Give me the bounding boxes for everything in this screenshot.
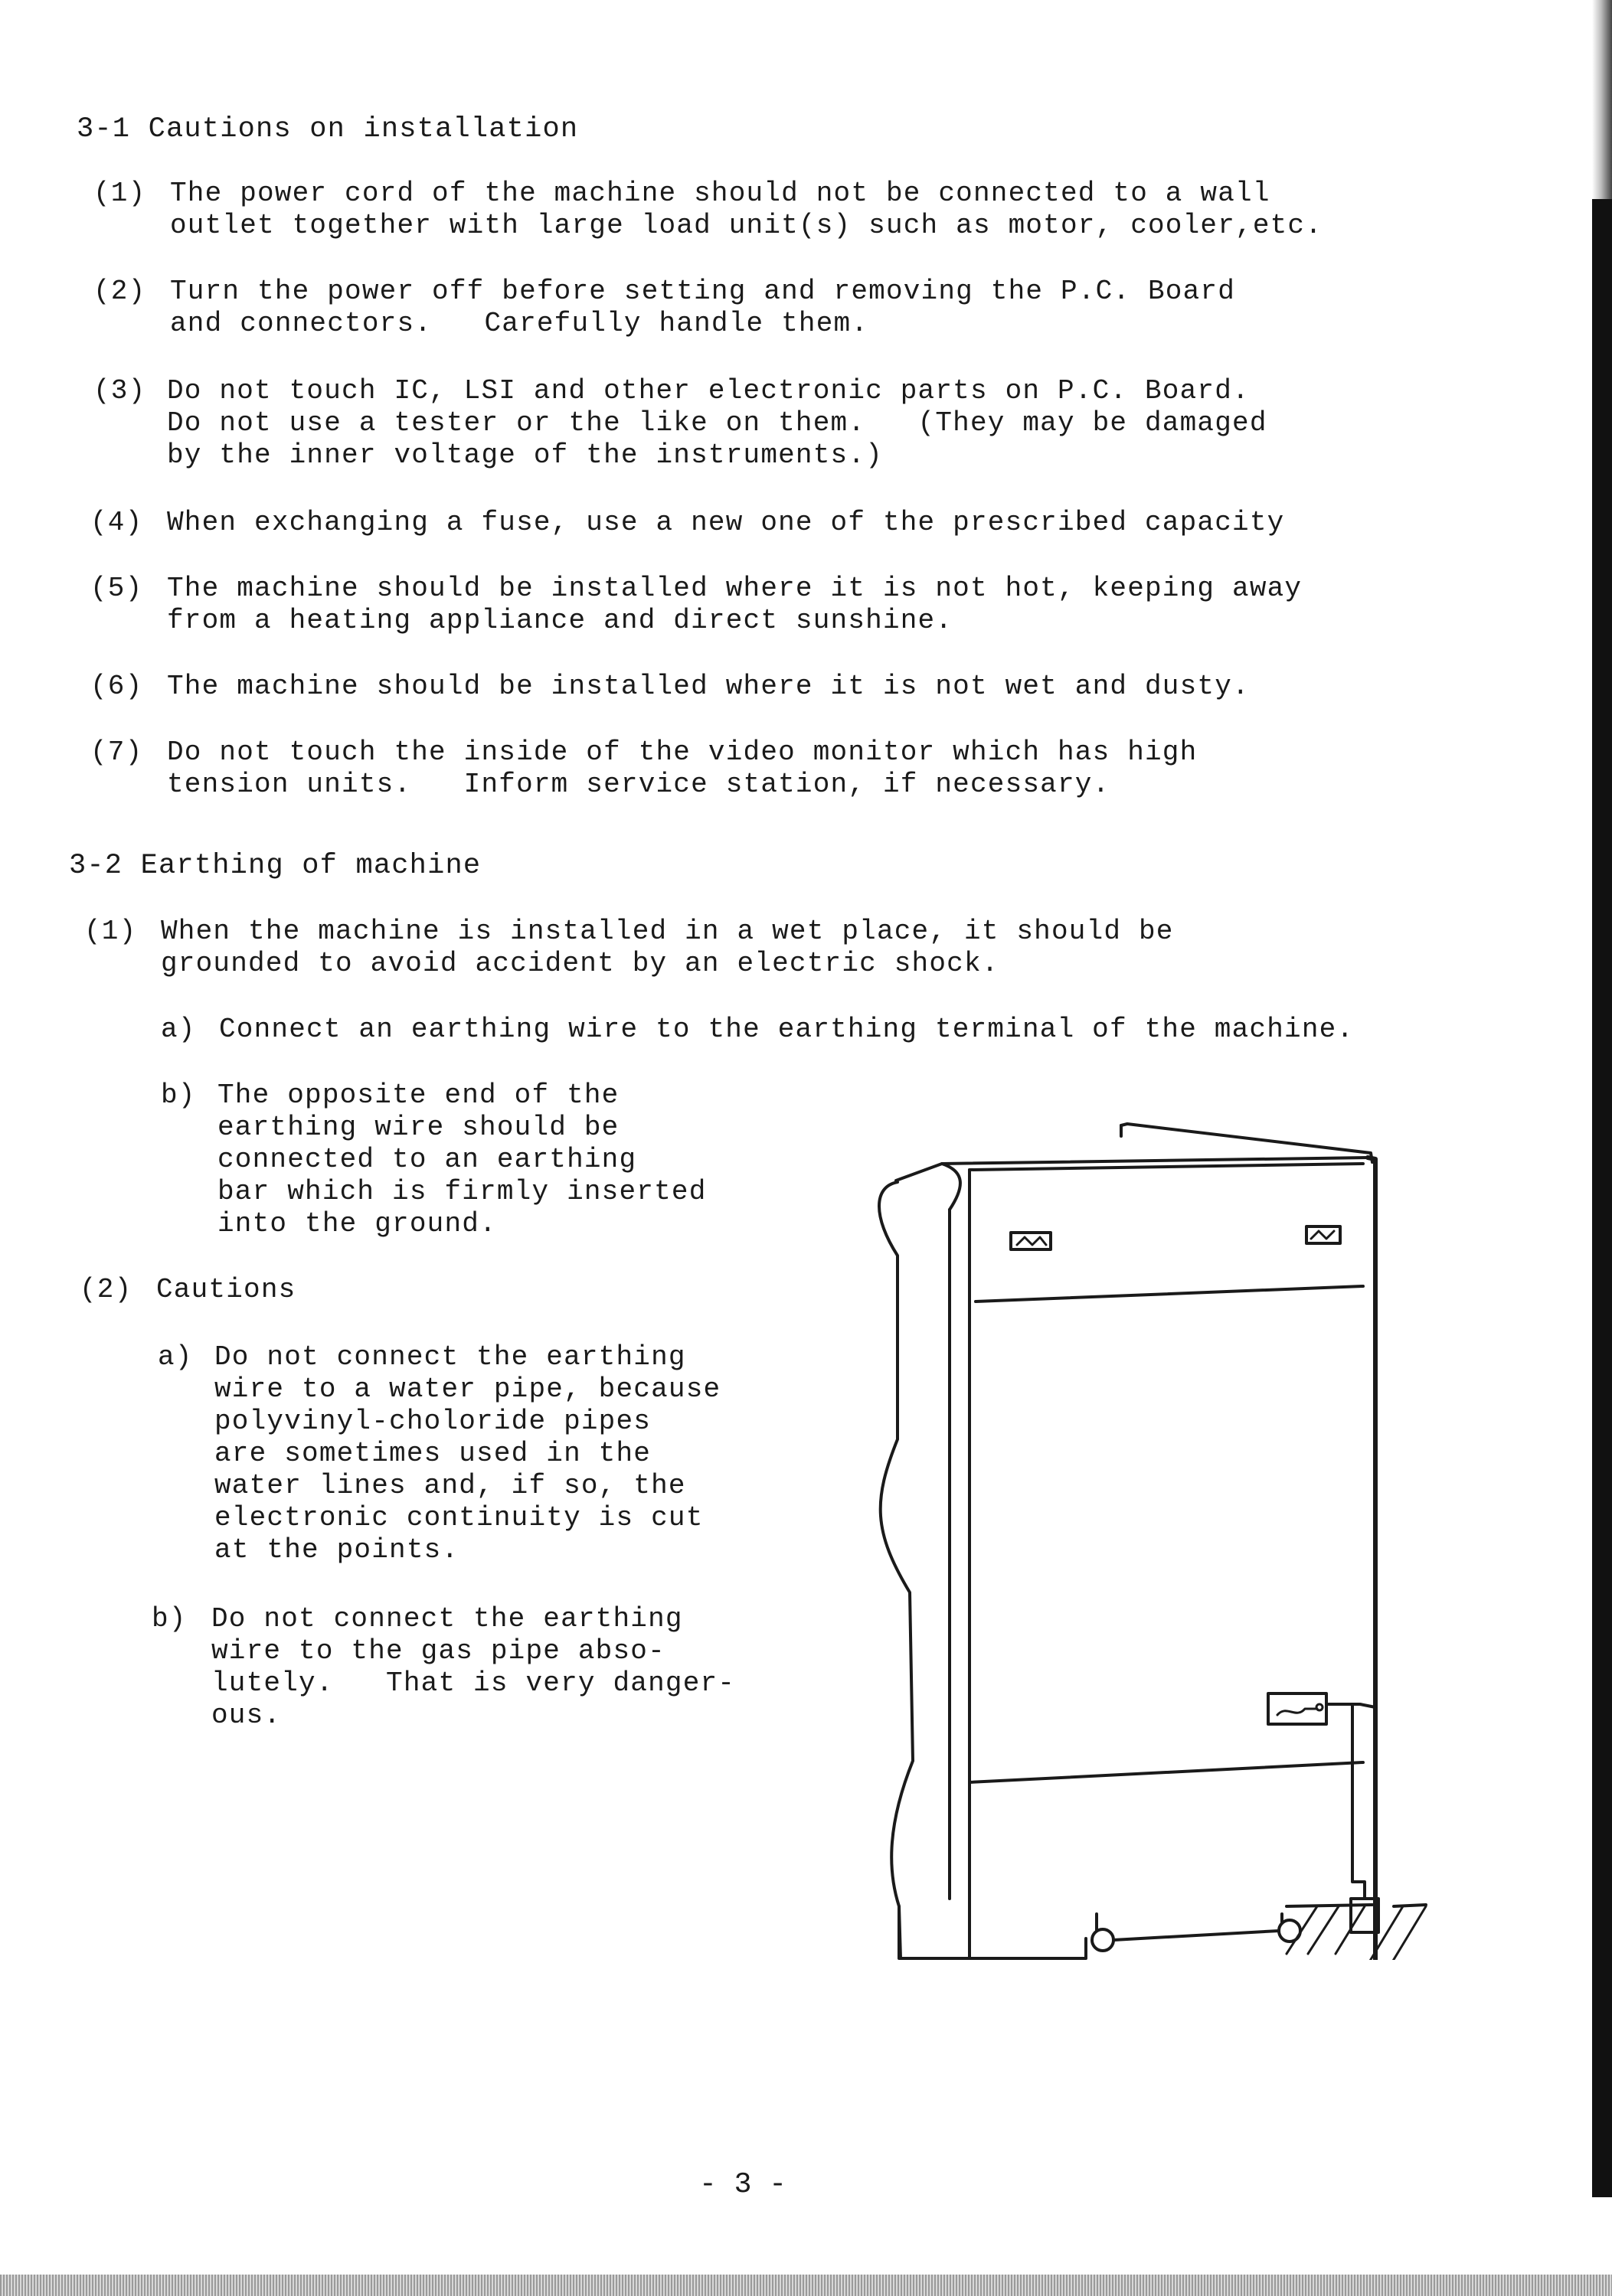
sub-item-text-line: ous. xyxy=(211,1700,282,1731)
item-text-line: When the machine is installed in a wet place, it should be xyxy=(161,916,1174,947)
sub-item-text-line: Connect an earthing wire to the earthing terminal of the machine. xyxy=(219,1014,1355,1045)
item-text-line: and connectors. Carefully handle them. xyxy=(170,308,869,339)
sub-item-text-line: connected to an earthing xyxy=(217,1144,637,1175)
item-number: (4) xyxy=(90,507,143,538)
item-text-line: The machine should be installed where it is not wet and dusty. xyxy=(167,671,1250,702)
item-text-line: Do not use a tester or the like on them. (They may be damaged xyxy=(167,407,1267,439)
item-text-line: outlet together with large load unit(s) such as motor, cooler,etc. xyxy=(170,210,1323,241)
scan-edge-right-fade xyxy=(1592,0,1612,199)
caster-left xyxy=(1092,1929,1113,1951)
item-number: (2) xyxy=(80,1274,132,1305)
cautions-title: Cautions xyxy=(156,1274,296,1305)
item-text-line: from a heating appliance and direct sunshine. xyxy=(167,605,953,636)
item-text-line: grounded to avoid accident by an electric shock. xyxy=(161,948,999,979)
item-number: (3) xyxy=(93,375,146,407)
scan-edge-bottom xyxy=(0,2275,1612,2296)
sub-item-text-line: are sometimes used in the xyxy=(214,1438,652,1469)
machine-earthing-diagram xyxy=(827,1102,1532,1960)
item-number: (1) xyxy=(84,916,137,947)
cabinet-top-surface xyxy=(942,1158,1368,1164)
item-text-line: Turn the power off before setting and removing the P.C. Board xyxy=(170,276,1236,307)
sub-item-text-line: electronic continuity is cut xyxy=(214,1502,704,1533)
sub-item-text-line: polyvinyl-choloride pipes xyxy=(214,1406,652,1437)
sub-item-text-line: Do not connect the earthing xyxy=(211,1603,683,1635)
item-text-line: Do not touch the inside of the video monitor which has high xyxy=(167,736,1198,768)
sub-item-text-line: into the ground. xyxy=(217,1208,497,1239)
item-number: (2) xyxy=(93,276,146,307)
sub-item-text-line: water lines and, if so, the xyxy=(214,1470,686,1501)
section-heading-installation: 3-1 Cautions on installation xyxy=(77,113,579,145)
item-number: (5) xyxy=(90,573,143,604)
sub-item-text-line: Do not connect the earthing xyxy=(214,1341,686,1373)
item-text-line: by the inner voltage of the instruments.) xyxy=(167,439,883,471)
scan-edge-right xyxy=(1592,0,1612,2197)
sub-item-text-line: bar which is firmly inserted xyxy=(217,1176,707,1207)
sub-item-text-line: lutely. That is very danger- xyxy=(211,1667,736,1699)
item-text-line: The machine should be installed where it is not hot, keeping away xyxy=(167,573,1303,604)
cabinet-top-edge xyxy=(1121,1124,1372,1162)
sub-item-label: a) xyxy=(161,1014,196,1045)
section-heading-earthing: 3-2 Earthing of machine xyxy=(69,850,482,882)
earthing-wire xyxy=(1352,1704,1365,1899)
sub-item-text-line: at the points. xyxy=(214,1534,459,1566)
item-number: (7) xyxy=(90,736,143,768)
sub-item-label: b) xyxy=(161,1079,196,1111)
vent-slot-left xyxy=(1011,1233,1051,1249)
item-text-line: When exchanging a fuse, use a new one of the prescribed capacity xyxy=(167,507,1285,538)
cabinet-front-curve xyxy=(879,1182,913,1958)
sub-item-label: b) xyxy=(152,1603,187,1635)
sub-item-text-line: wire to the gas pipe abso- xyxy=(211,1635,665,1667)
sub-item-label: a) xyxy=(158,1341,193,1373)
page-number: - 3 - xyxy=(698,2168,787,2201)
item-text-line: The power cord of the machine should not be connected to a wall xyxy=(170,178,1270,209)
sub-item-text-line: The opposite end of the xyxy=(217,1079,620,1111)
item-text-line: tension units. Inform service station, if necessary. xyxy=(167,769,1110,800)
item-number: (6) xyxy=(90,671,143,702)
ground-line xyxy=(1287,1905,1372,1906)
item-number: (1) xyxy=(93,178,146,209)
item-text-line: Do not touch IC, LSI and other electronic parts on P.C. Board. xyxy=(167,375,1250,407)
sub-item-text-line: earthing wire should be xyxy=(217,1112,620,1143)
sub-item-text-line: wire to a water pipe, because xyxy=(214,1373,721,1405)
cabinet-right-side xyxy=(1368,1158,1375,1960)
